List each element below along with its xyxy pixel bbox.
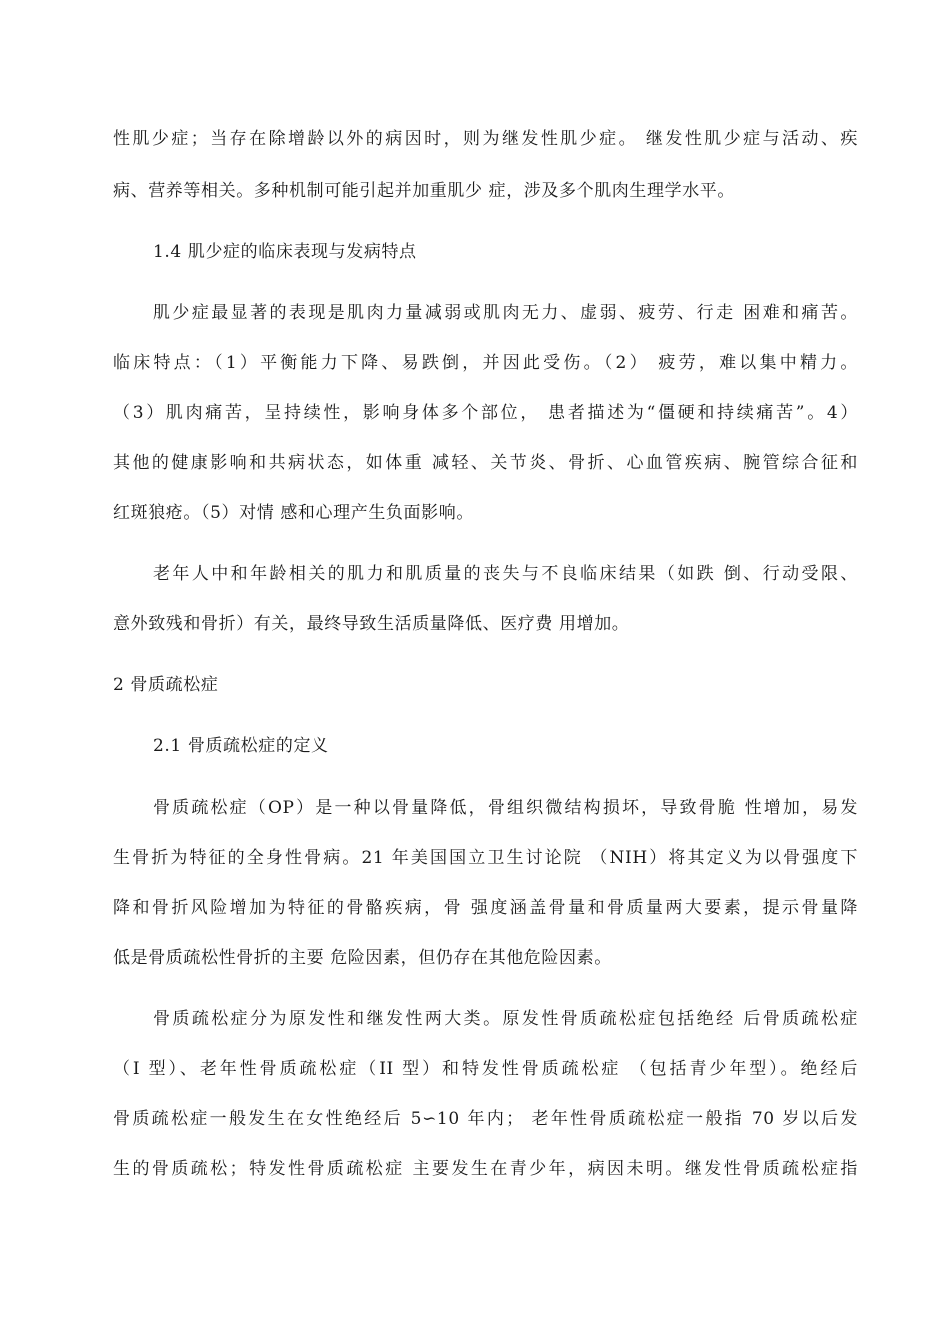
subsection-heading: 2.1 骨质疏松症的定义 (153, 736, 329, 756)
text-line: 病、营养等相关。多种机制可能引起并加重肌少 症，涉及多个肌肉生理学水平。 (113, 181, 736, 201)
text-line: 降和骨折风险增加为特征的骨骼疾病，骨 强度涵盖骨量和骨质量两大要素，提示骨量降 (113, 898, 858, 918)
text-line: （3）肌肉痛苦，呈持续性，影响身体多个部位， 患者描述为“僵硬和持续痛苦”。4） (113, 403, 858, 423)
text-line: 生的骨质疏松；特发性骨质疏松症 主要发生在青少年，病因未明。继发性骨质疏松症指 (113, 1159, 858, 1179)
text-line: 低是骨质疏松性骨折的主要 危险因素，但仍存在其他危险因素。 (113, 948, 612, 968)
text-line: 红斑狼疮。（5）对情 感和心理产生负面影响。 (113, 503, 474, 523)
text-line: 肌少症最显著的表现是肌肉力量减弱或肌肉无力、虚弱、疲劳、行走 困难和痛苦。 (153, 303, 858, 323)
text-line: 老年人中和年龄相关的肌力和肌质量的丧失与不良临床结果（如跌 倒、行动受限、 (153, 564, 858, 584)
text-line: （I 型）、老年性骨质疏松症（II 型）和特发性骨质疏松症 （包括青少年型）。绝经后 (113, 1059, 858, 1079)
text-line: 生骨折为特征的全身性骨病。21 年美国国立卫生讨论院 （NIH）将其定义为以骨强度下 (113, 848, 858, 868)
text-line: 意外致残和骨折）有关，最终导致生活质量降低、医疗费 用增加。 (113, 614, 630, 634)
text-line: 性肌少症；当存在除增龄以外的病因时，则为继发性肌少症。 继发性肌少症与活动、疾 (113, 129, 858, 149)
text-line: 其他的健康影响和共病状态，如体重 减轻、关节炎、骨折、心血管疾病、腕管综合征和 (113, 453, 858, 473)
text-line: 骨质疏松症一般发生在女性绝经后 5∽10 年内； 老年性骨质疏松症一般指 70 岁以后发 (113, 1109, 858, 1129)
text-line: 临床特点：（1）平衡能力下降、易跌倒，并因此受伤。（2） 疲劳，难以集中精力。 (113, 353, 858, 373)
text-line: 骨质疏松症分为原发性和继发性两大类。原发性骨质疏松症包括绝经 后骨质疏松症 (153, 1009, 858, 1029)
section-heading: 2 骨质疏松症 (113, 675, 219, 695)
section-heading: 1.4 肌少症的临床表现与发病特点 (153, 242, 417, 262)
text-line: 骨质疏松症（OP）是一种以骨量降低，骨组织微结构损坏，导致骨脆 性增加，易发 (153, 798, 858, 818)
